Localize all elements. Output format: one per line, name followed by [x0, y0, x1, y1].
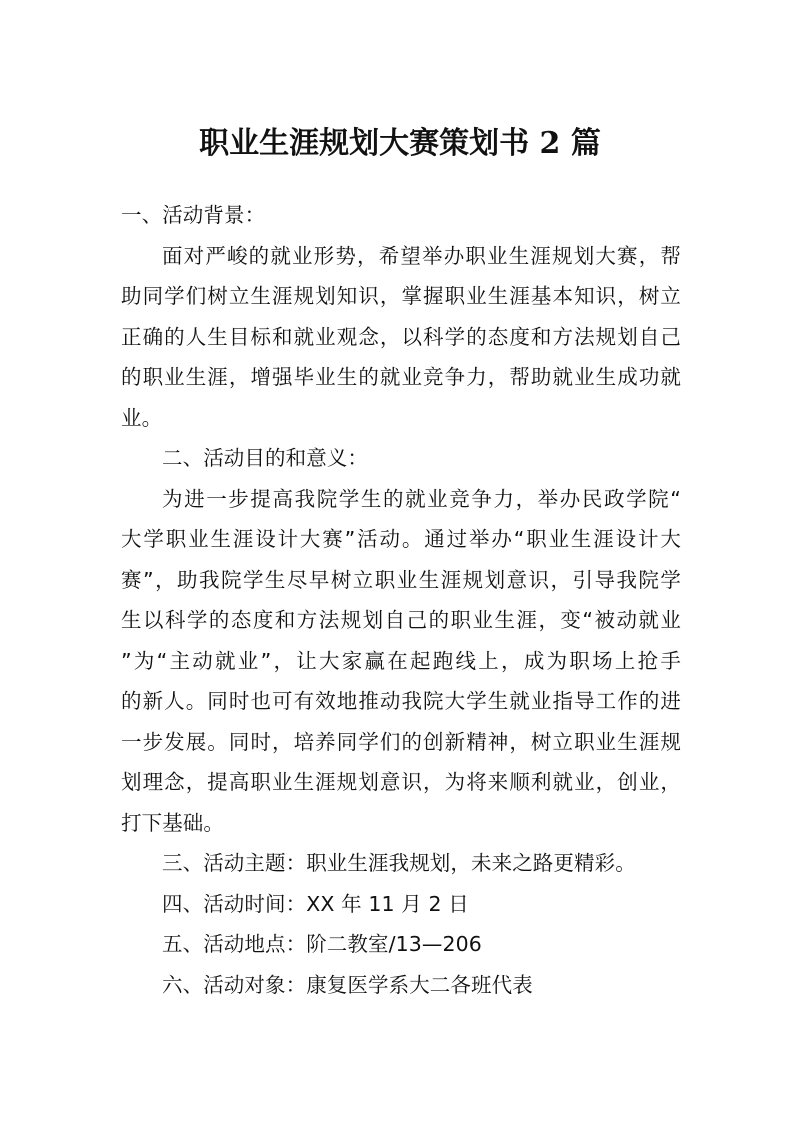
paragraph-line: 正确的人生目标和就业观念，以科学的态度和方法规划自己: [121, 324, 681, 349]
section-time: 四、活动时间：XX 年 11 月 2 日: [162, 891, 469, 916]
paragraph-line: 面对严峻的就业形势，希望举办职业生涯规划大赛，帮: [162, 243, 681, 268]
paragraph-line: 打下基础。: [121, 810, 224, 835]
section-heading-background: 一、活动背景：: [121, 203, 266, 227]
paragraph-line: 划理念，提高职业生涯规划意识，为将来顺利就业，创业，: [121, 770, 681, 794]
paragraph-line: 助同学们树立生涯规划知识，掌握职业生涯基本知识，树立: [121, 284, 681, 308]
section-heading-purpose: 二、活动目的和意义：: [162, 446, 368, 470]
document-body: [121, 195, 681, 1005]
paragraph-line: ”为“主动就业”，让大家赢在起跑线上，成为职场上抢手: [121, 648, 681, 673]
paragraph-line: 的职业生涯，增强毕业生的就业竞争力，帮助就业生成功就: [121, 365, 681, 389]
paragraph-line: 业。: [121, 405, 163, 430]
paragraph-line: 生以科学的态度和方法规划自己的职业生涯，变“被动就业: [121, 608, 681, 632]
section-theme: 三、活动主题：职业生涯我规划，未来之路更精彩。: [162, 851, 636, 875]
paragraph-line: 为进一步提高我院学生的就业竞争力，举办民政学院“: [162, 486, 681, 511]
section-participants: 六、活动对象：康复医学系大二各班代表: [162, 972, 533, 997]
document-title: 职业生涯规划大赛策划书 2 篇: [199, 126, 601, 161]
paragraph-line: 大学职业生涯设计大赛”活动。通过举办“职业生涯设计大: [121, 527, 681, 551]
section-location: 五、活动地点：阶二教室/13—206: [162, 932, 482, 956]
paragraph-line: 赛”，助我院学生尽早树立职业生涯规划意识，引导我院学: [121, 567, 681, 592]
paragraph-line: 的新人。同时也可有效地推动我院大学生就业指导工作的进: [121, 689, 681, 713]
paragraph-line: 一步发展。同时，培养同学们的创新精神，树立职业生涯规: [121, 729, 681, 754]
